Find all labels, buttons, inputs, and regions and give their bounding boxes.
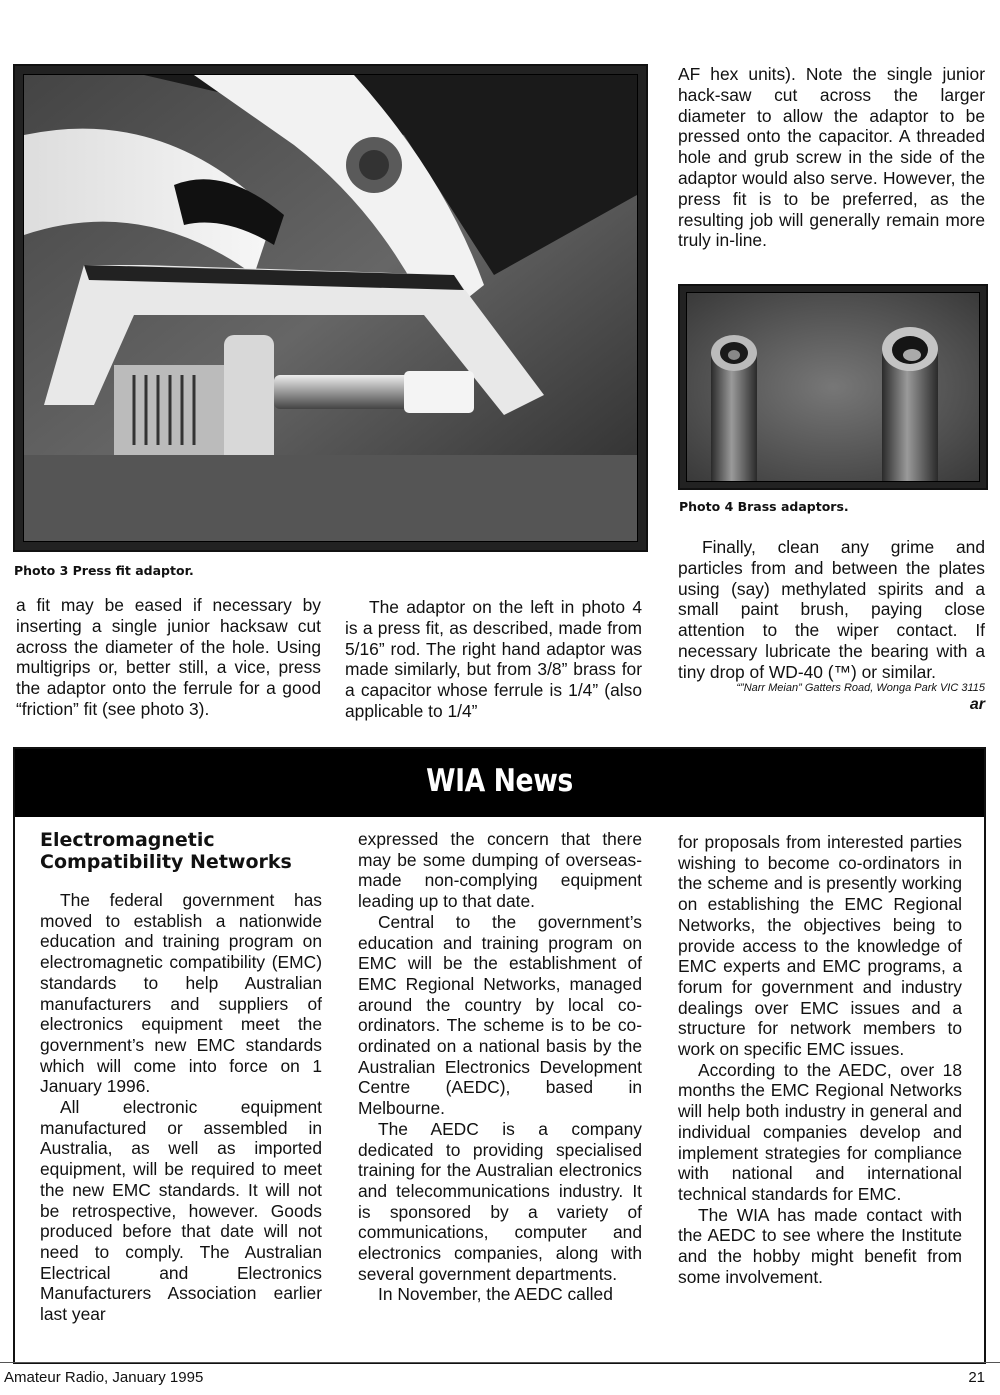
news-column-1 xyxy=(40,890,322,1325)
news-column-2 xyxy=(358,829,642,1305)
news-col1-para-2: All electronic equipment manufactured or assembled in Australia, as well as imported equipment, will be required to meet the new EMC standards. It will not be retrospective, however. Goods produced before that date will not need to comply. The Australian Electrical and Electronics Manufacturers Association earlier last year xyxy=(40,1097,322,1325)
news-col2-para-1: expressed the concern that there may be some dumping of overseas-made non-complying equipment leading up to that date. xyxy=(358,829,642,912)
photo-3-press-fit-adaptor xyxy=(13,64,648,552)
top-column-1-text: a fit may be eased if necessary by inserting a single junior hacksaw cut across the diameter of the hole. Using multigrips or, better still, a vice, press the adaptor onto the ferrule for a good “friction” fit (see photo 3). xyxy=(16,595,321,719)
photo-3-caption: Photo 3 Press fit adaptor. xyxy=(14,563,194,578)
news-col2-para-4: In November, the AEDC called xyxy=(378,1284,613,1305)
wia-news-banner xyxy=(15,749,984,817)
news-col3-para-3: The WIA has made contact with the AEDC to see where the Institute and the hobby might benefit from some involvement. xyxy=(678,1204,962,1287)
photo-4-caption: Photo 4 Brass adaptors. xyxy=(679,499,849,514)
footer-publication: Amateur Radio, January 1995 xyxy=(4,1369,204,1386)
news-col2-para-2: Central to the government’s education and training program on EMC will be the establishment of EMC Regional Networks, managed around the country by local co-ordinators. The scheme is to be co-ordinated on a national basis by the Australian Electronics Development Centre (AEDC), based in Melbourne. xyxy=(358,911,642,1119)
photo-3-image xyxy=(24,75,637,541)
wia-news-title: WIA News xyxy=(426,763,573,799)
photo-4-brass-adaptors xyxy=(678,284,988,490)
footer-page-number: 21 xyxy=(968,1369,985,1386)
news-col3-para-1: for proposals from interested parties wishing to become co-ordinators in the scheme and is presently working on establishing the EMC Regional Networks, the objectives being to provide access to the knowledge of EMC experts and EMC programs, a forum for government and industry dealings over EMC issues and a structure for network members to work on specific EMC issues. xyxy=(678,832,962,1060)
top-column-2-text: The adaptor on the left in photo 4 is a press fit, as described, made from 5/16” rod. The right hand adaptor was made similarly, but from 3/8” brass for a capacitor whose ferrule is 1/4” (also applicable to 1/4” xyxy=(345,597,642,721)
news-col3-para-2: According to the AEDC, over 18 months the EMC Regional Networks will help both industry in general and individual companies develop and implement strategies for compliance with national and international technical standards for EMC. xyxy=(678,1059,962,1204)
news-heading-line-1: Electromagnetic xyxy=(40,829,215,851)
article-end-mark: ar xyxy=(969,696,985,713)
top-column-3-closing-text: Finally, clean any grime and particles from and between the plates using (say) methylated spirits and a small paint brush, paying close attention to the wiper contact. If necessary lubricate the bearing with a tiny drop of WD-40 (™) or similar. xyxy=(678,537,985,682)
top-column-3-text: AF hex units). Note the single junior hack-saw cut across the larger diameter to allow the adaptor to be pressed onto the capacitor. A threaded hole and grub screw in the side of the adaptor would also serve. However, the press fit is to be preferred, as the resulting job will generally remain more truly in-line. xyxy=(678,64,985,251)
news-heading xyxy=(40,829,330,873)
news-col1-para-1: The federal government has moved to establish a nationwide education and training program on electromagnetic compatibility (EMC) standards to help Australian manufacturers and suppliers of electronics equipment meet the government’s new EMC standards which will come into force on 1 January 1996. xyxy=(40,890,322,1097)
news-col2-para-3: The AEDC is a company dedicated to providing specialised training for the Australian electronics and telecommunications industry. It is sponsored by a variety of communications, computer and electronics companies, along with several government departments. xyxy=(358,1118,642,1284)
author-address: “”Narr Meian” Gatters Road, Wonga Park VIC 3115 xyxy=(736,682,985,694)
footer-rule xyxy=(0,1362,1000,1363)
news-column-3 xyxy=(678,832,962,1287)
photo-4-image xyxy=(687,293,979,481)
news-heading-line-2: Compatibility Networks xyxy=(40,851,292,873)
